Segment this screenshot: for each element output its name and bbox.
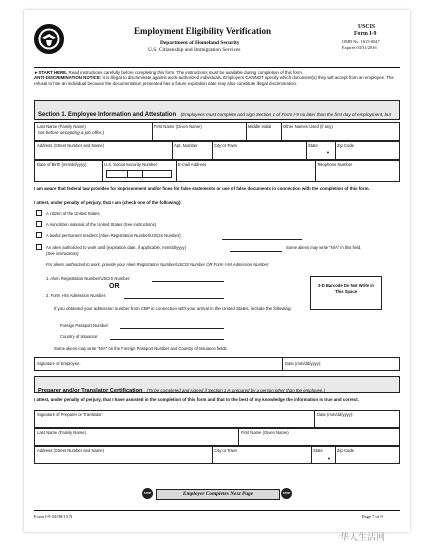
permanent-resident-option-label: A lawful permanent resident (Alien Registration Number/USCIS Number):: [46, 233, 182, 238]
preparer-header: [34, 376, 400, 393]
preparer-first-name-field[interactable]: First Name (Given Name): [241, 430, 289, 435]
preparer-signature-field[interactable]: Signature of Preparer or Translator:: [37, 412, 103, 417]
barcode-box: [310, 276, 382, 310]
omb-number: OMB No. 1615-0047: [342, 39, 380, 44]
see-instructions-note: (See instructions): [46, 251, 79, 256]
employee-date-field[interactable]: Date (mm/dd/yyyy):: [285, 361, 322, 366]
preparer-zip-field[interactable]: Zip Code: [337, 448, 354, 453]
alien-registration-label: 1. Alien Registration Number/USCIS Number:: [46, 276, 131, 281]
preparer-state-dropdown-icon[interactable]: ▼: [327, 456, 331, 461]
city-field[interactable]: City or Town: [214, 143, 237, 148]
cbp-instruction: If you obtained your admission number from CBP in connection with your arrival in the United States, include the following:: [54, 306, 292, 311]
na-passport-note: Some aliens may write "N/A" on the Foreign Passport Number and Country of Issuance fields.: [54, 346, 228, 351]
attest-statement: I attest, under penalty of perjury, that I am (check one of the following):: [34, 200, 182, 205]
start-here-label: ►START HERE.: [34, 70, 68, 75]
employer-completes-banner: Employer Completes Next Page: [156, 489, 280, 500]
preparer-subtitle: (To be completed and signed if Section 1 is prepared by a person other than the employee.): [146, 388, 325, 393]
perjury-warning: I am aware that federal law provides for imprisonment and/or fines for false statements or use of false documents in connection with the completion of this form.: [34, 186, 370, 191]
employee-signature-row: [34, 357, 400, 371]
zip-code-field[interactable]: Zip Code: [337, 143, 354, 148]
form-title: Employment Eligibility Verification: [134, 26, 272, 36]
section1-subtitle: (Employees must complete and sign Section 1 of Form I-9 no later than the first day of employment, but not before accepting a job offer.): [38, 112, 391, 135]
alien-registration-input[interactable]: [152, 281, 224, 282]
state-dropdown-icon[interactable]: ▼: [326, 150, 330, 155]
expiration-date: Expires 03/31/2016: [342, 45, 377, 50]
alien-authorized-option-label: An alien authorized to work until (expiration date, if applicable, mm/dd/yyyy): [46, 245, 186, 250]
start-here-text: Read instructions carefully before completing this form. The instructions must be available during completion of this form.: [68, 70, 303, 75]
page-number: Page 7 of 9: [362, 514, 383, 519]
state-field[interactable]: State: [308, 143, 318, 148]
header-rule: [34, 67, 400, 68]
i94-admission-input[interactable]: [124, 298, 224, 299]
stop-sign-icon-right: STOP: [281, 488, 292, 499]
uscis-label: USCIS: [358, 24, 376, 30]
noncitizen-national-option-label: A noncitizen national of the United States (See instructions): [46, 222, 157, 227]
barcode-note: 3-D Barcode Do Not Write in This Space: [318, 283, 374, 294]
employee-name-row: [34, 122, 400, 141]
form-number: Form I-9: [354, 31, 377, 37]
employee-signature-field[interactable]: Signature of Employee:: [37, 361, 81, 366]
preparer-city-field[interactable]: City or Town: [214, 448, 237, 453]
preparer-state-field[interactable]: State: [313, 448, 323, 453]
preparer-address-field[interactable]: Address (Street Number and Name): [37, 448, 105, 453]
citizen-checkbox[interactable]: [36, 210, 42, 216]
citizen-option-label: A citizen of the United States: [46, 211, 100, 216]
ssn-input[interactable]: [106, 170, 172, 178]
anti-discrimination-text: It is illegal to discriminate against work-authorized individuals. Employers CANNOT specify which document(s) they will accept from an employee. The refusal to hire an individual because the documentation presented has a future expiration date may also constitute illegal discrimination.: [34, 75, 394, 86]
foreign-passport-label: Foreign Passport Number:: [60, 323, 110, 328]
preparer-date-field[interactable]: Date (mm/dd/yyyy):: [317, 412, 354, 417]
other-names-field[interactable]: Other Names Used (if any): [283, 124, 333, 129]
alien-authorized-checkbox[interactable]: [36, 244, 42, 250]
form-page: [24, 10, 410, 532]
foreign-passport-input[interactable]: [120, 328, 224, 329]
dhs-seal: [34, 24, 64, 54]
preparer-attest: I attest, under penalty of perjury, that I have assisted in the completion of this form and that to the best of my knowledge the information is true and correct.: [34, 397, 359, 402]
eagle-emblem-icon: [35, 25, 63, 53]
preparer-title: Preparer and/or Translator Certification: [38, 388, 143, 394]
dob-field[interactable]: Date of Birth (mm/dd/yyyy): [37, 162, 87, 167]
agency-name: U.S. Citizenship and Immigration Services: [148, 47, 241, 53]
stop-sign-icon-left: STOP: [142, 488, 153, 499]
permanent-resident-input[interactable]: [222, 239, 302, 240]
section1-title: Section 1. Employee Information and Attestation: [38, 112, 177, 118]
or-separator: OR: [109, 283, 120, 290]
i94-admission-label: 2. Form I-94 Admission Number:: [46, 293, 107, 298]
middle-initial-field[interactable]: Middle Initial: [248, 124, 272, 129]
ssn-label: U.S. Social Security Number: [104, 162, 158, 167]
department-name: Department of Homeland Security: [160, 40, 240, 46]
permanent-resident-checkbox[interactable]: [36, 232, 42, 238]
noncitizen-national-checkbox[interactable]: [36, 221, 42, 227]
preparer-last-name-field[interactable]: Last Name (Family Name): [37, 430, 86, 435]
intro-notice: [34, 70, 400, 86]
for-aliens-instruction: For aliens authorized to work, provide your Alien Registration Number/USCIS Number OR Form I-94 Admission Number:: [46, 262, 270, 267]
na-note: Some aliens may write "N/A" in this field.: [286, 245, 362, 250]
country-of-issuance-input[interactable]: [110, 339, 224, 340]
watermark: 华人生活网: [340, 532, 386, 542]
expiration-date-input[interactable]: [230, 251, 282, 252]
country-of-issuance-label: Country of Issuance:: [60, 334, 99, 339]
form-edition: Form I-9 03/08/13 N: [34, 514, 73, 519]
address-field[interactable]: Address (Street Number and Name): [37, 143, 105, 148]
email-field[interactable]: E-mail Address: [178, 162, 207, 167]
anti-discrimination-label: ANTI-DISCRIMINATION NOTICE:: [34, 75, 102, 81]
apt-number-field[interactable]: Apt. Number: [174, 143, 198, 148]
phone-field[interactable]: Telephone Number: [317, 162, 353, 167]
last-name-field[interactable]: Last Name (Family Name): [37, 124, 86, 129]
first-name-field[interactable]: First Name (Given Name): [154, 124, 202, 129]
preparer-name-row: [34, 428, 400, 446]
footer-rule: [34, 510, 400, 511]
